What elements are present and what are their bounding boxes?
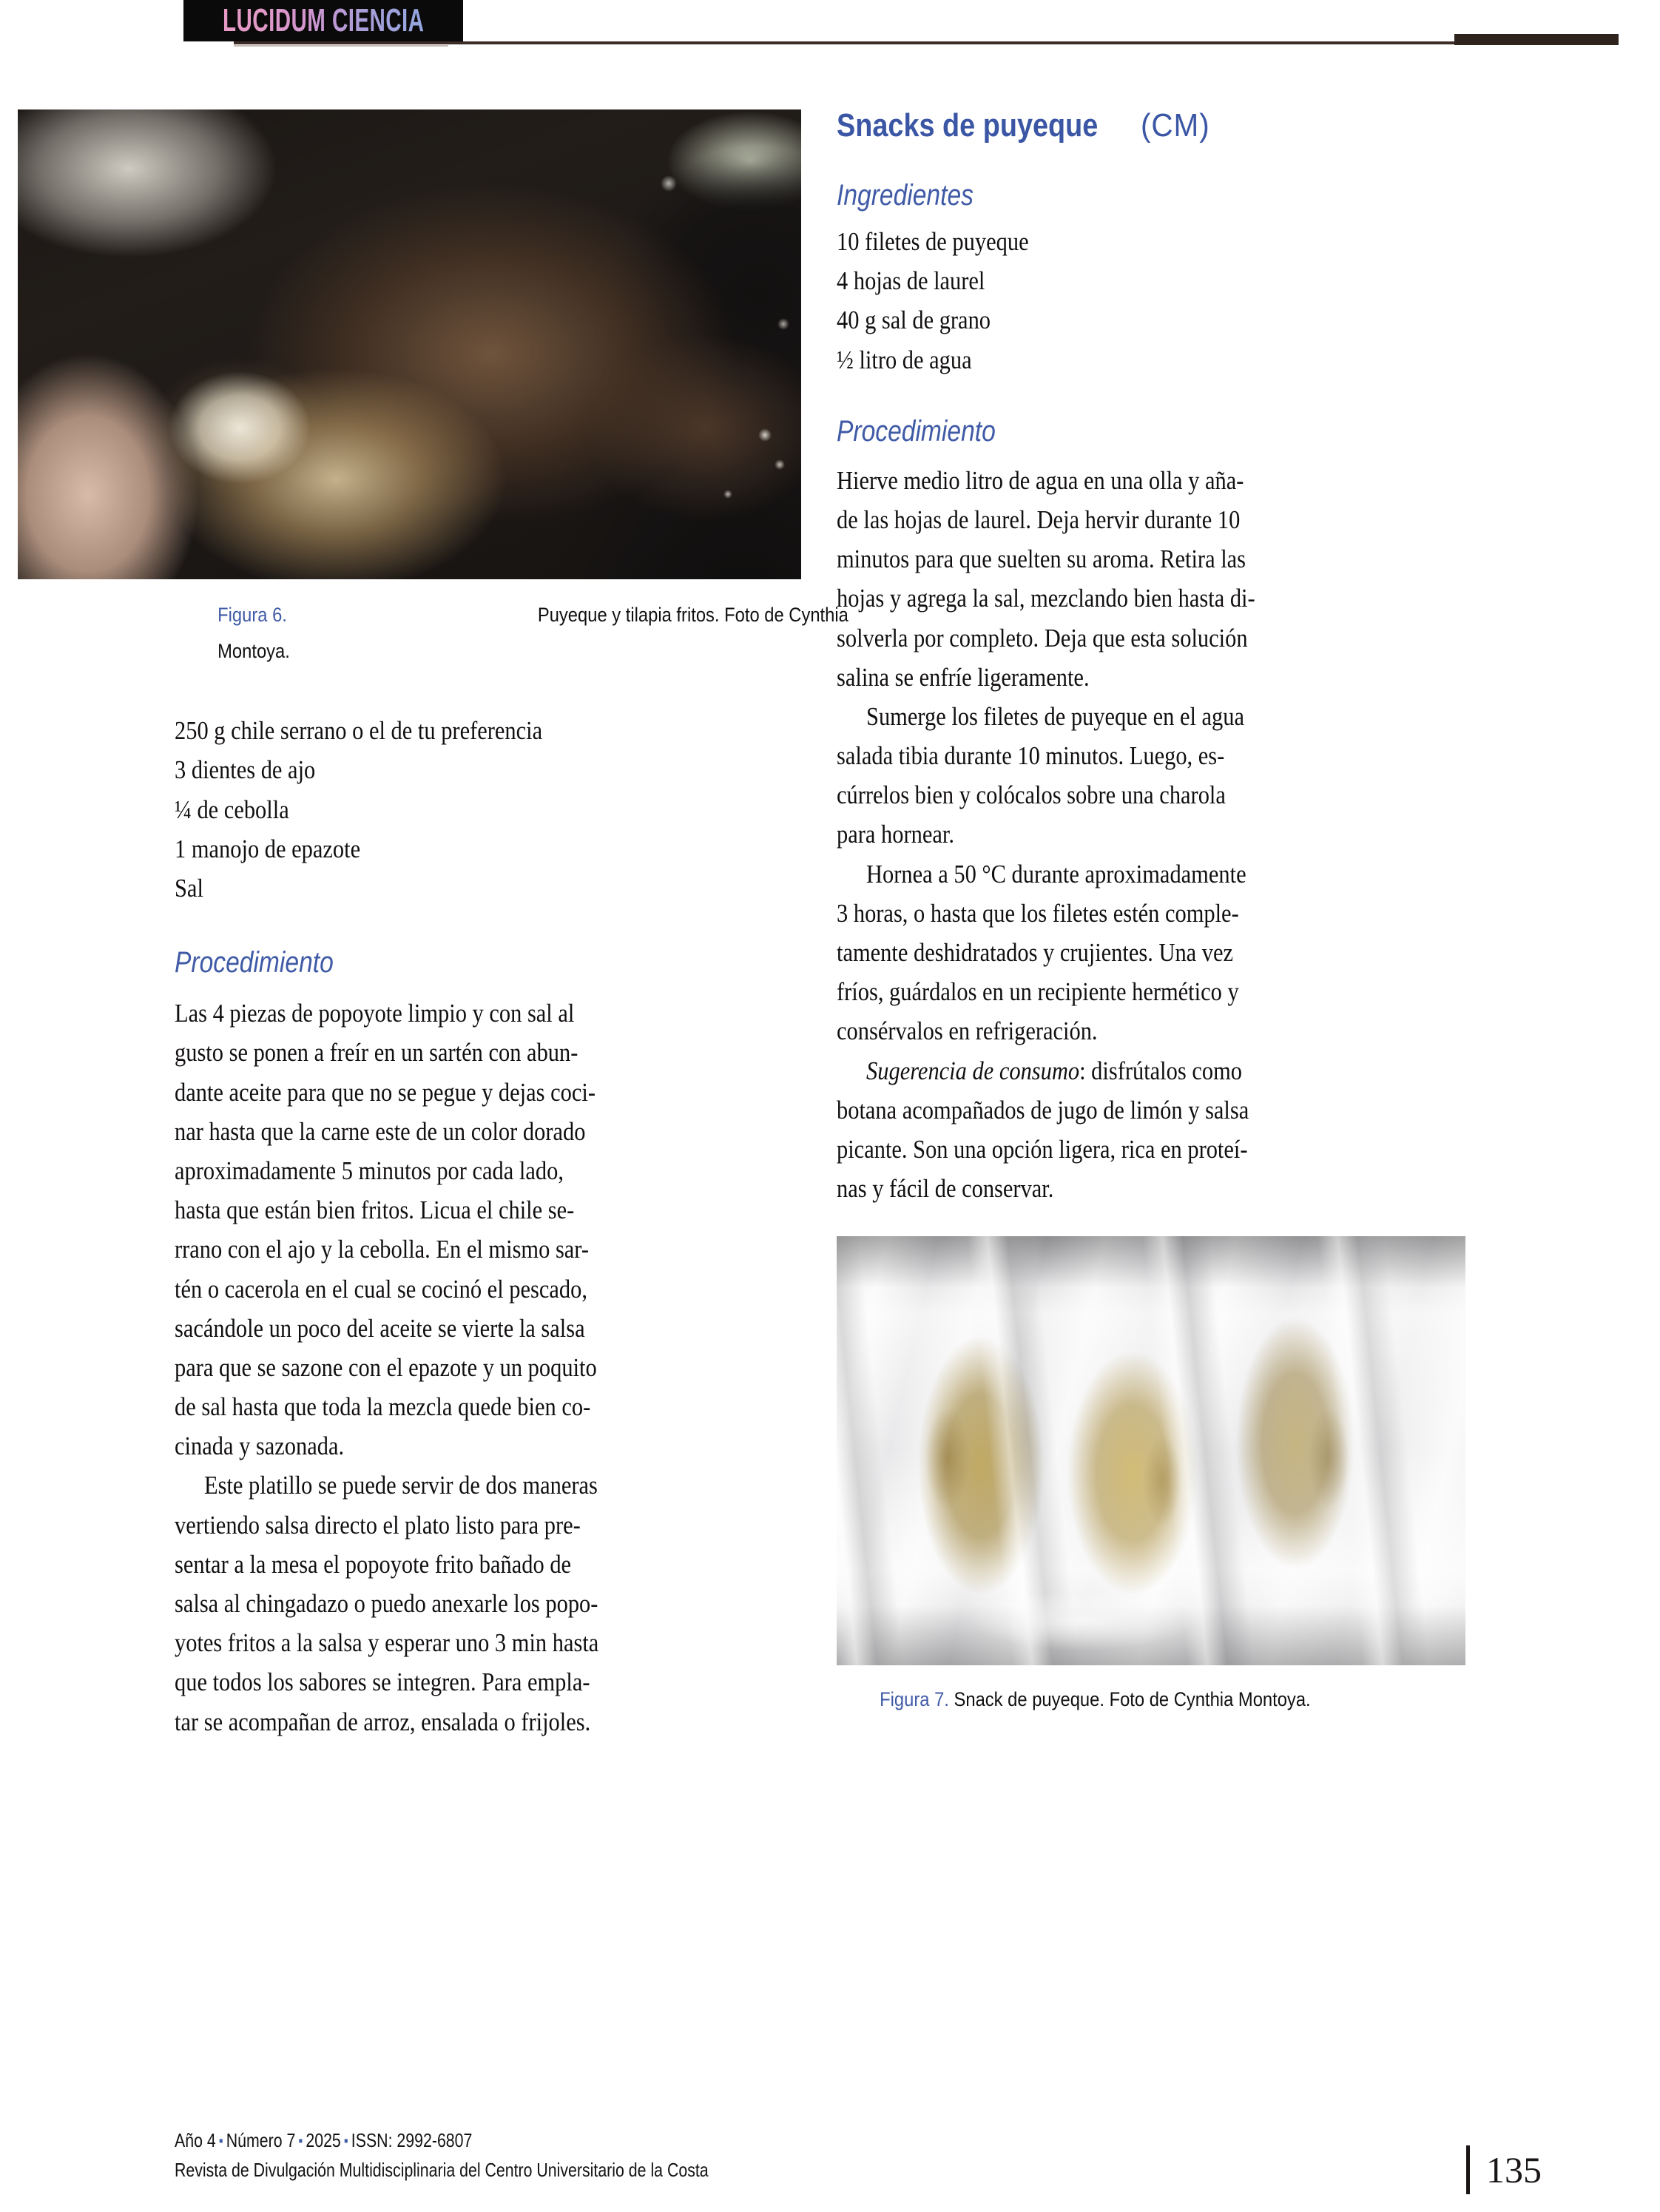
text-line: Sumerge los filetes de puyeque en el agua [866, 701, 1245, 731]
text-line: que todos los sabores se integren. Para empla- [175, 1668, 590, 1697]
left-ingredient-list [175, 711, 803, 908]
bullet-separator-icon: ▪ [298, 2133, 303, 2149]
text-line: consérvalos en refrigeración. [837, 1016, 1098, 1046]
text-line: Hierve medio litro de agua en una olla y aña- [837, 465, 1244, 495]
text-line: para que se sazone con el epazote y un poquito [175, 1352, 597, 1382]
text-line: Las 4 piezas de popoyote limpio y con sal al [175, 999, 575, 1028]
text-line: nar hasta que la carne este de un color dorado [175, 1116, 586, 1146]
suggestion-label: Sugerencia de consumo [866, 1056, 1080, 1085]
text-line: sentar a la mesa el popoyote frito bañado de [175, 1549, 572, 1579]
page-number: 135 [1486, 2149, 1542, 2191]
text-line: de sal hasta que toda la mezcla quede bien co- [175, 1392, 591, 1422]
text-line: yotes fritos a la salsa y esperar uno 3 min hasta [175, 1628, 599, 1658]
footer-issue: Número 7 [226, 2129, 296, 2151]
left-procedure-paragraph-1 [175, 994, 803, 1466]
figure-6-photo [18, 109, 801, 579]
list-item: 3 dientes de ajo [175, 755, 316, 785]
header-thin-rule [234, 45, 448, 47]
suggestion-rest: : disfrútalos como [1079, 1056, 1242, 1085]
left-procedure-heading: Procedimiento [175, 946, 334, 979]
text-line: fríos, guárdalos en un recipiente hermético y [837, 977, 1239, 1007]
list-item: 10 filetes de puyeque [837, 227, 1029, 256]
header-rule-end-cap [1454, 34, 1619, 45]
right-procedure-heading: Procedimiento [837, 414, 996, 448]
text-line: hasta que están bien fritos. Licua el chile se- [175, 1196, 575, 1225]
list-item: 1 manojo de epazote [175, 834, 361, 863]
text-line: rrano con el ajo y la cebolla. En el mismo sar- [175, 1235, 589, 1264]
footer-date: 2025 [306, 2129, 341, 2151]
figure-7-caption-text: Snack de puyeque. Foto de Cynthia Montoya. [954, 1688, 1311, 1711]
figure-7-photo [837, 1236, 1465, 1665]
text-line: 3 horas, o hasta que los filetes estén comple- [837, 898, 1239, 928]
text-line: tamente deshidratados y crujientes. Una vez [837, 938, 1234, 967]
text-line: tar se acompañan de arroz, ensalada o frijoles. [175, 1707, 591, 1736]
figure-6-label: Figura 6. [217, 604, 287, 626]
list-item: ½ litro de agua [837, 345, 972, 374]
recipe-title-main: Snacks de puyeque [837, 107, 1099, 144]
figure-7-caption [837, 1682, 1465, 1718]
figure-6-caption [175, 597, 848, 670]
page-number-rule [1466, 2145, 1470, 2194]
right-ingredient-list [837, 222, 1465, 380]
list-item: Sal [175, 874, 203, 903]
text-line: botana acompañados de jugo de limón y salsa [837, 1095, 1249, 1124]
text-line: sacándole un poco del aceite se vierte la salsa [175, 1313, 585, 1343]
list-item: 250 g chile serrano o el de tu preferencia [175, 716, 543, 746]
text-line: cúrrelos bien y colócalos sobre una charola [837, 780, 1226, 810]
bullet-separator-icon: ▪ [343, 2133, 348, 2149]
text-line: salada tibia durante 10 minutos. Luego, es- [837, 741, 1225, 771]
masthead-label: LUCIDUM CIENCIA [222, 2, 425, 38]
page-header [0, 0, 1660, 46]
text-line: tén o cacerola en el cual se cocinó el pescado, [175, 1274, 587, 1304]
footer-issn: ISSN: 2992-6807 [351, 2129, 473, 2151]
text-line [837, 1051, 1465, 1090]
recipe-title [837, 109, 1465, 142]
consumption-suggestion [837, 1051, 1465, 1209]
text-line: para hornear. [837, 820, 954, 849]
footer-issue-line [175, 2125, 1477, 2155]
right-procedure-paragraph-2 [837, 697, 1465, 854]
figure-6-caption-line-1: Puyeque y tilapia fritos. Foto de Cynthia [537, 604, 848, 626]
text-line: dante aceite para que no se pegue y dejas coci- [175, 1077, 595, 1107]
text-line: picante. Son una opción ligera, rica en proteí- [837, 1134, 1248, 1164]
left-procedure-paragraph-2 [175, 1466, 803, 1741]
ingredients-heading: Ingredientes [837, 179, 974, 212]
text-line: de las hojas de laurel. Deja hervir durante 10 [837, 505, 1241, 534]
header-rule [234, 41, 1487, 44]
recipe-title-author-code: (CM) [1140, 107, 1210, 144]
bullet-separator-icon: ▪ [218, 2133, 223, 2149]
list-item: 40 g sal de grano [837, 306, 991, 335]
text-line: gusto se ponen a freír en un sartén con abun- [175, 1038, 578, 1068]
text-line: nas y fácil de conservar. [837, 1174, 1054, 1204]
text-line: salsa al chingadazo o puedo anexarle los popo- [175, 1589, 598, 1618]
left-column [175, 109, 848, 1741]
text-line: solverla por completo. Deja que esta solución [837, 623, 1248, 653]
text-line: Este platillo se puede servir de dos maneras [204, 1471, 598, 1500]
figure-6-caption-line-2: Montoya. [217, 640, 290, 663]
page-number-block [1466, 2145, 1542, 2194]
figure-7-label: Figura 7. [880, 1688, 949, 1711]
text-line: aproximadamente 5 minutos por cada lado, [175, 1156, 564, 1185]
right-procedure-paragraph-3 [837, 854, 1465, 1051]
list-item: 4 hojas de laurel [837, 266, 985, 296]
page-footer [175, 2125, 1477, 2185]
text-line: minutos para que suelten su aroma. Retira las [837, 544, 1246, 574]
text-line: Hornea a 50 °C durante aproximadamente [866, 859, 1246, 888]
footer-journal-line: Revista de Divulgación Multidisciplinaria del Centro Universitario de la Costa [175, 2159, 709, 2182]
masthead-badge [183, 0, 463, 41]
right-procedure-paragraph-1 [837, 461, 1465, 697]
right-column [837, 109, 1465, 1718]
text-line: hojas y agrega la sal, mezclando bien hasta di- [837, 584, 1255, 613]
list-item: ¼ de cebolla [175, 795, 289, 824]
text-line: salina se enfríe ligeramente. [837, 662, 1090, 692]
text-line: vertiendo salsa directo el plato listo para pre- [175, 1510, 581, 1540]
text-line: cinada y sazonada. [175, 1432, 345, 1461]
footer-year: Año 4 [175, 2129, 216, 2151]
